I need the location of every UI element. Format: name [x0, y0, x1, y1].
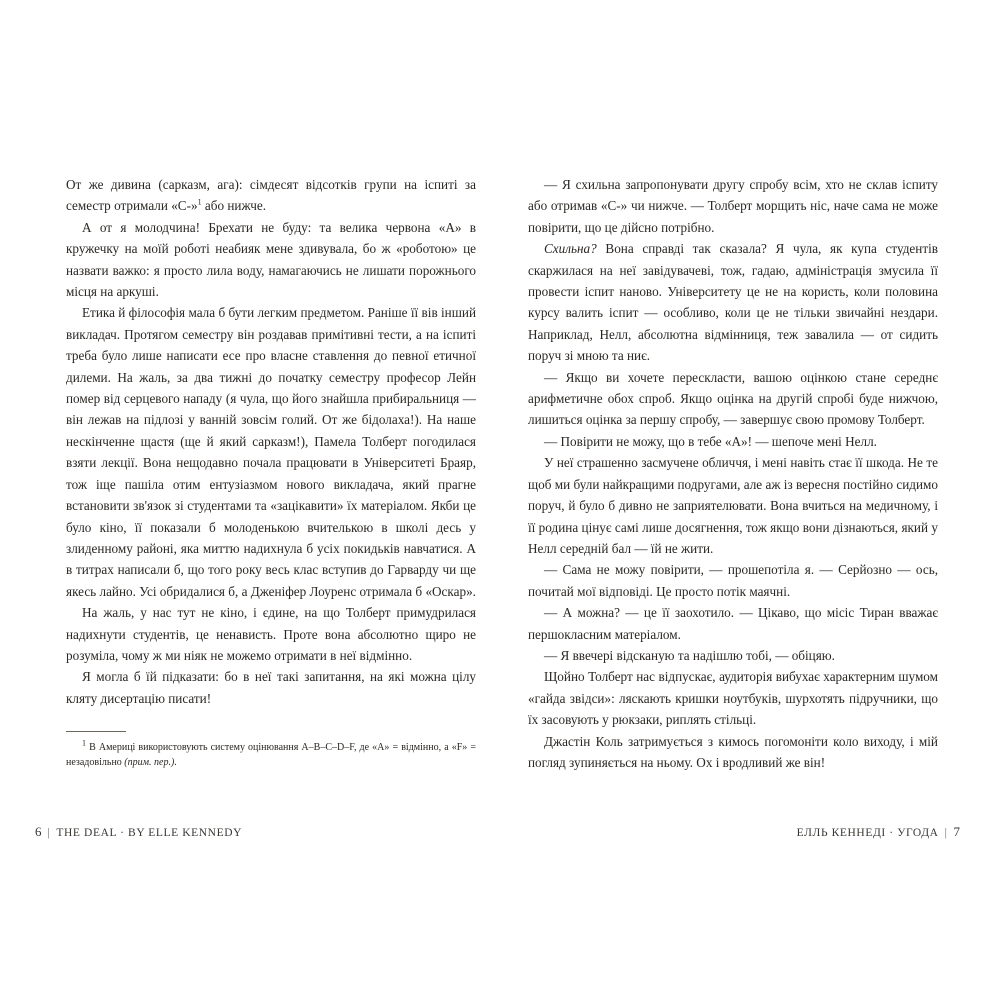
right-paragraph-5: У неї страшенно засмучене обличчя, і мені навіть стає її шкода. Не те щоб ми були найкращими подругами, але аж із вересня постійно сидимо поруч, й було б дивно не заприятелювати. Вона вчиться на медичному, і її родина цінує самі лише досягнення, тож якщо вони дізнаються, який у Нелл середній бал — їй не жити.: [528, 455, 938, 556]
left-paragraph-2: А от я молодчина! Брехати не буду: та велика червона «А» в кружечку на моїй роботі неабияк мене здивувала, бо ж «роботою» це назвати важко: я просто лила воду, намагаючись не лишати порожнього місця на аркуші.: [66, 219, 476, 300]
left-paragraph-3: Етика й філософія мала б бути легким предметом. Раніше її вів інший викладач. Протягом семестру він роздавав примітивні тести, а на іспиті треба було лише написати есе про власне ставлення до певної етичної дилеми. На жаль, за два тижні до початку семестру професор Лейн помер від серцевого нападу (я чула, що його знайшла прибиральниця — він лежав на підлозі у ванній зовсім голий. От же бідолаха!). На наше нескінченне щастя (ще й який сарказм!), Памела Толберт погодилася взяти лекції. Вона нещодавно почала працювати в Університеті Браяр, тож іще пашіла отим ентузіазмом нового викладача, який прагне встановити зв'язок зі студентами та «зацікавити» їх матеріалом. Якби це було кіно, її показали б молоденькою вчителькою в школі десь у злиденному районі, яка миттю надихнула б усіх покидьків навчатися. А в титрах написали б, що того року весь клас вступив до Гарварду чи ще якесь лайно. Усі обридалися б, а Дженіфер Лоуренс отримала б «Оскар».: [66, 305, 476, 599]
footnote-divider: [66, 731, 126, 732]
left-paragraph-4: На жаль, у нас тут не кіно, і єдине, на що Толберт примудрилася надихнути студентів, це ненависть. Проте вона абсолютно щиро не розуміла, чому ж ми ніяк не можемо отримати в неї відмінно.: [66, 605, 476, 663]
left-page: [66, 174, 476, 770]
right-paragraph-6: — Сама не можу повірити, — прошепотіла я. — Серйозно — ось, почитай мої відповіді. Це просто потік маячні.: [528, 562, 938, 599]
right-paragraph-2: Схильна? Вона справді так сказала? Я чула, як купа студентів скаржилася на неї завідувачеві, тож, гадаю, адміністрація змусила її провести іспит наново. Університету це не на користь, коли половина курсу валить іспит — особливо, коли це не тільки звичайні нездари. Наприклад, Нелл, абсолютна відмінниця, теж завалила — от сидить поруч зі мною та ниє.: [528, 241, 938, 364]
left-paragraph-5: Я могла б їй підказати: бо в неї такі запитання, на які можна цілу кляту дисертацію писати!: [66, 669, 476, 706]
left-running-head: THE DEAL · BY ELLE KENNEDY: [56, 827, 243, 839]
right-paragraph-1: — Я схильна запропонувати другу спробу всім, хто не склав іспиту або отримав «C-» чи нижче. — Толберт морщить ніс, наче сама не може повірити, що це дійсно потрібно.: [528, 177, 938, 235]
footnote: $^1$ В Америці використовують систему оцінювання A–B–C–D–F, де «A» = відмінно, а «F» = незадовільно (прим. пер.).: [66, 738, 477, 769]
left-page-number: 6: [35, 824, 42, 839]
footnote-marker: 1: [197, 198, 202, 208]
right-paragraph-8: — Я ввечері відсканую та надішлю тобі, — обіцяю.: [544, 647, 835, 663]
right-paragraph-3: — Якщо ви хочете перескласти, вашою оцінкою стане середнє арифметичне обох спроб. Якщо оцінка на другій спробі буде нижчою, лишиться оцінка за першу спробу, — завершує свою промову Толберт.: [528, 369, 938, 428]
right-paragraph-7: — А можна? — це її заохотило. — Цікаво, що місіс Тиран вважає першокласним матеріалом.: [528, 605, 938, 642]
left-paragraph-1: От же дивина (сарказм, ага): сімдесят відсотків групи на іспиті за семестр отримали «C-»$^1$ або нижче.: [66, 177, 476, 214]
right-paragraph-10: Джастін Коль затримується з кимось погомоніти коло виходу, і мій погляд зупиняється на ньому. Ох і вродливий же він!: [528, 733, 938, 770]
left-footer: 6 | THE DEAL · BY ELLE KENNEDY: [35, 824, 243, 839]
right-page: [528, 174, 938, 773]
right-footer: ЕЛЛЬ КЕННЕДІ · УГОДА | 7: [796, 824, 960, 839]
right-running-head: ЕЛЛЬ КЕННЕДІ · УГОДА: [796, 827, 939, 839]
right-paragraph-4: — Повірити не можу, що в тебе «А»! — шепоче мені Нелл.: [544, 433, 877, 449]
right-paragraph-9: Щойно Толберт нас відпускає, аудиторія вибухає характерним шумом «гайда звідси»: ляскають кришки ноутбуків, шурхотять підручники, що їх засовують у рюкзаки, риплять стільці.: [528, 669, 938, 728]
right-page-number: 7: [953, 824, 960, 839]
